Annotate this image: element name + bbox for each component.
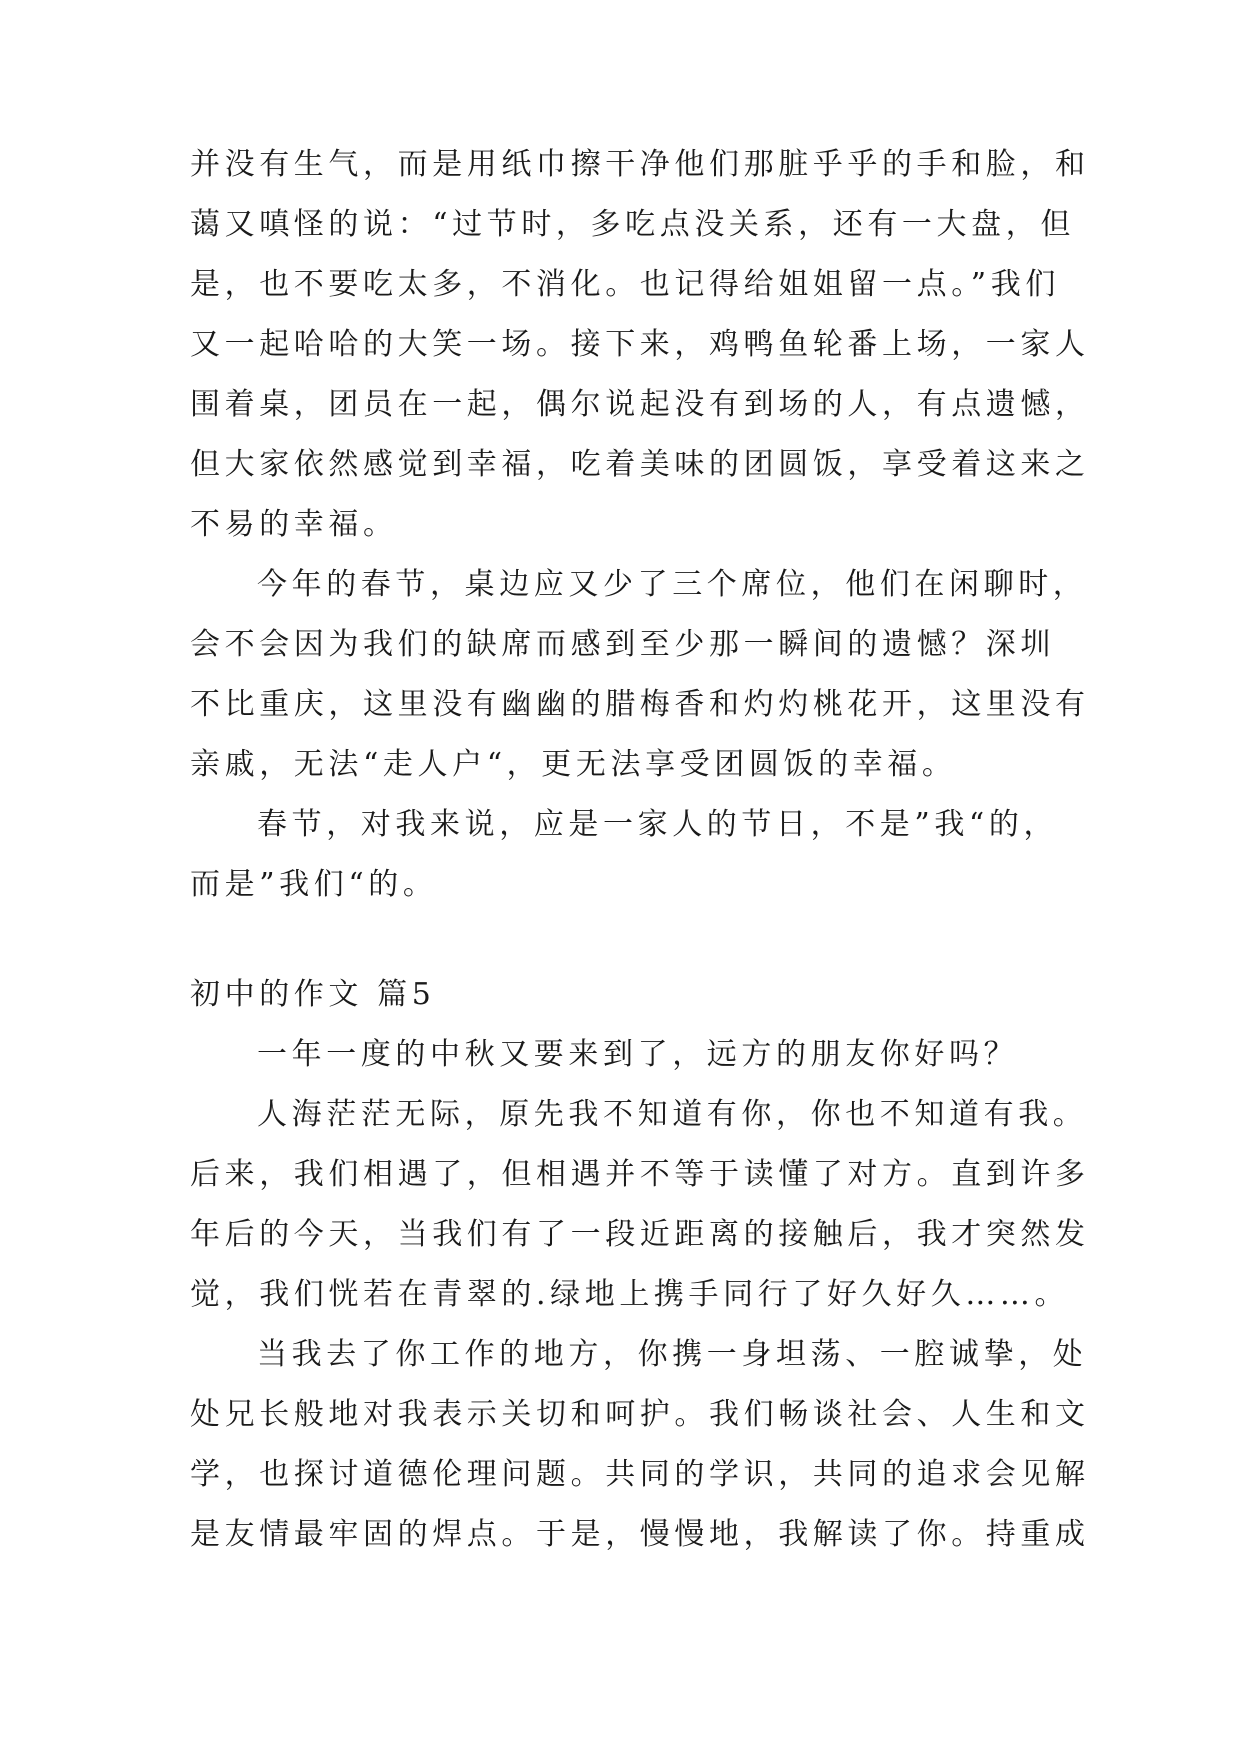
text-line: 学，也探讨道德伦理问题。共同的学识，共同的追求会见解 [190, 1457, 1090, 1492]
text-line: 围着桌，团员在一起，偶尔说起没有到场的人，有点遗憾， [190, 387, 1090, 422]
text-line: 当我去了你工作的地方，你携一身坦荡、一腔诚挚，处 [257, 1337, 1088, 1372]
text-line: 亲戚，无法“走人户“，更无法享受团圆饭的幸福。 [190, 747, 957, 782]
text-line: 并没有生气，而是用纸巾擦干净他们那脏乎乎的手和脸，和 [190, 147, 1090, 182]
text-line: 今年的春节，桌边应又少了三个席位，他们在闲聊时， [257, 567, 1088, 602]
text-line: 后来，我们相遇了，但相遇并不等于读懂了对方。直到许多 [190, 1157, 1090, 1192]
text-line: 但大家依然感觉到幸福，吃着美味的团圆饭，享受着这来之 [190, 447, 1090, 482]
text-line: 是，也不要吃太多，不消化。也记得给姐姐留一点。”我们 [190, 267, 1060, 302]
text-line: 处兄长般地对我表示关切和呵护。我们畅谈社会、人生和文 [190, 1397, 1090, 1432]
text-line: 是友情最牢固的焊点。于是，慢慢地，我解读了你。持重成 [190, 1517, 1090, 1552]
section-heading: 初中的作文 篇5 [190, 977, 436, 1012]
text-line: 会不会因为我们的缺席而感到至少那一瞬间的遗憾？深圳 [190, 627, 1055, 662]
text-line: 蔼又嗔怪的说：“过节时，多吃点没关系，还有一大盘，但 [190, 207, 1075, 242]
text-line: 而是”我们“的。 [190, 867, 438, 902]
text-line: 人海茫茫无际，原先我不知道有你，你也不知道有我。 [257, 1097, 1088, 1132]
text-line: 又一起哈哈的大笑一场。接下来，鸡鸭鱼轮番上场，一家人 [190, 327, 1090, 362]
text-line: 觉，我们恍若在青翠的.绿地上携手同行了好久好久……。 [190, 1277, 1070, 1312]
text-line: 不比重庆，这里没有幽幽的腊梅香和灼灼桃花开，这里没有 [190, 687, 1090, 722]
text-line: 不易的幸福。 [190, 507, 398, 542]
text-line: 一年一度的中秋又要来到了，远方的朋友你好吗？ [257, 1037, 1019, 1072]
text-line: 年后的今天，当我们有了一段近距离的接触后，我才突然发 [190, 1217, 1090, 1252]
text-line: 春节，对我来说，应是一家人的节日，不是”我“的， [257, 807, 1059, 842]
